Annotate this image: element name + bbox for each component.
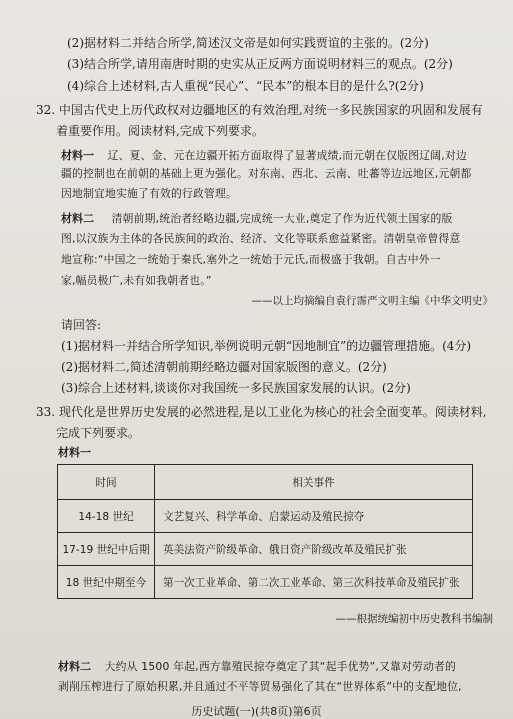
material-1-label: 材料一 [61,149,94,162]
question-33-intro-1: 33. 现代化是世界历史发展的必然进程,是以工业化为核心的社会全面变革。阅读材料, [36,405,487,419]
question-33-intro-2: 完成下列要求。 [56,426,141,440]
material-2-label: 材料二 [61,212,94,225]
table-cell-events: 文艺复兴、科学革命、启蒙运动及殖民掠夺 [155,500,473,533]
question-32-intro-2: 着重要作用。阅读材料,完成下列要求。 [56,124,264,138]
material-2-33-line-1: 材料二 大约从 1500 年起,西方靠殖民掠夺奠定了其“起手优势”,又靠对劳动者的 [58,660,456,673]
material-2-line-3: 地宣称:“中国之一统始于秦氏,塞外之一统始于元氏,而极盛于我朝。自古中外一 [61,253,441,266]
material-source: ——以上均摘编自袁行霈严文明主编《中华文明史》 [251,295,493,307]
table-cell-time: 18 世纪中期至今 [58,566,155,599]
header-events: 相关事件 [155,465,473,500]
page-footer: 历史试题(一)(共8页)第6页 [191,705,322,718]
question-32-3: (3)综合上述材料,谈谈你对我国统一多民族国家发展的认识。(2分) [61,381,411,395]
table-row [58,566,473,599]
material-2-line-1: 材料二 清朝前期,统治者经略边疆,完成统一大业,奠定了作为近代领土国家的版 [61,212,453,225]
question-31-4: (4)综合上述材料,古人重视“民心”、“民本”的根本目的是什么?(2分) [67,79,424,93]
table-cell-events: 第一次工业革命、第二次工业革命、第三次科技革命及殖民扩张 [155,566,473,599]
question-31-3: (3)结合所学,请用南唐时期的史实从正反两方面说明材料三的观点。(2分) [67,57,453,71]
material-2-label-33: 材料二 [58,660,91,673]
table-row [58,533,473,566]
question-31-2: (2)据材料二并结合所学,简述汉文帝是如何实践贾谊的主张的。(2分) [67,36,429,50]
table-source: ——根据统编初中历史教科书编制 [335,613,493,625]
material-2-line-2: 图,以汉族为主体的各民族间的政治、经济、文化等联系愈益紧密。清朝皇帝曾得意 [61,232,461,245]
material-1-line-3: 因地制宜地实施了有效的行政管理。 [61,187,237,200]
table-cell-time: 14-18 世纪 [58,500,155,533]
question-32-2: (2)据材料二,简述清朝前期经略边疆对国家版图的意义。(2分) [61,360,387,374]
question-32-intro-1: 32. 中国古代史上历代政权对边疆地区的有效治理,对统一多民族国家的巩固和发展有 [36,103,483,117]
ask-label: 请回答: [61,318,102,332]
table-header-row [58,465,473,500]
table-row [58,500,473,533]
material-1-line-1: 材料一 辽、夏、金、元在边疆开拓方面取得了显著成绩,而元朝在仅版图辽阔,对边 [61,149,467,162]
table-cell-time: 17-19 世纪中后期 [58,533,155,566]
question-32-1: (1)据材料一并结合所学知识,举例说明元朝“因地制宜”的边疆管理措施。(4分) [61,339,472,353]
material-2-33-line-2: 剥削压榨进行了原始积累,并且通过不平等贸易强化了其在“世界体系”中的支配地位, [58,680,462,693]
header-time: 时间 [58,465,155,500]
table-cell-events: 英美法资产阶级革命、俄日资产阶级改革及殖民扩张 [155,533,473,566]
events-table [57,464,473,599]
material-1-label-33: 材料一 [58,446,91,459]
material-1-line-2: 疆的控制也在前朝的基础上更为强化。对东南、西北、云南、吐蕃等边远地区,元朝都 [61,167,472,180]
material-2-line-4: 家,幅员极广,未有如我朝者也。” [61,274,212,287]
